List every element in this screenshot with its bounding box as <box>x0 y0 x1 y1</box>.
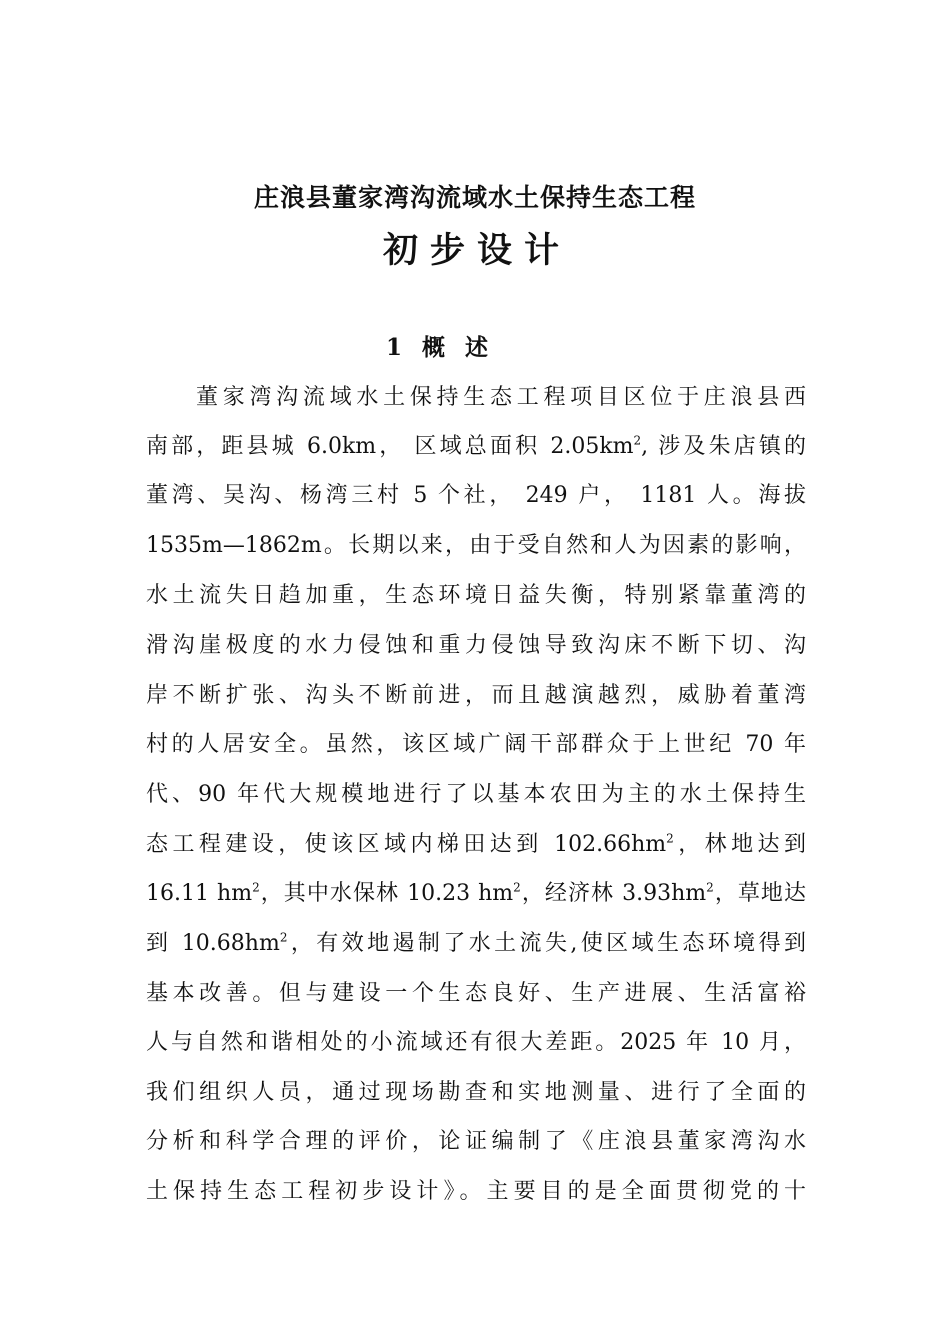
document-title: 庄浪县董家湾沟流域水土保持生态工程 <box>253 183 696 212</box>
paragraph-line: 岸不断扩张、沟头不断前进，而且越演越烈，威胁着董湾 <box>146 683 806 708</box>
paragraph-line: 董湾、吴沟、杨湾三村 5 个社， 249 户， 1181 人。海拔 <box>146 483 806 508</box>
paragraph-line: 董家湾沟流域水土保持生态工程项目区位于庄浪县西 <box>196 385 806 410</box>
paragraph-line: 我们组织人员，通过现场勘查和实地测量、进行了全面的 <box>146 1080 806 1105</box>
paragraph-line: 水土流失日趋加重，生态环境日益失衡，特别紧靠董湾的 <box>146 583 806 608</box>
paragraph-line: 1535m—1862m。长期以来，由于受自然和人为因素的影响， <box>146 533 806 558</box>
paragraph-line: 南部，距县城 6.0km， 区域总面积 $2.05km^2$, 涉及朱店镇的 <box>146 433 806 459</box>
paragraph-line: 人与自然和谐相处的小流域还有很大差距。2025 年 10 月， <box>146 1030 806 1055</box>
paragraph-line: 态工程建设，使该区域内梯田达到 $102.66hm^2$，林地达到 <box>146 831 806 857</box>
paragraph-line: 代、90 年代大规模地进行了以基本农田为主的水土保持生 <box>146 782 806 807</box>
section-heading: 1 概 述 <box>385 334 495 361</box>
paragraph-line: 分析和科学合理的评价，论证编制了《庄浪县董家湾沟水 <box>146 1129 806 1154</box>
superscript-2: 2 <box>633 433 642 448</box>
superscript-2: 2 <box>513 880 521 895</box>
paragraph-line: 基本改善。但与建设一个生态良好、生产进展、生活富裕 <box>146 981 806 1006</box>
superscript-2: 2 <box>666 831 674 846</box>
superscript-2: 2 <box>706 880 714 895</box>
paragraph-line: 16.11 $hm^2$，其中水保林 10.23 $hm^2$，经济林 $3.93hm^2$，草地达 <box>146 880 806 906</box>
paragraph-line: 土保持生态工程初步设计》。主要目的是全面贯彻党的十 <box>146 1179 806 1204</box>
superscript-2: 2 <box>252 880 260 895</box>
paragraph-line: 到 $10.68hm^2$，有效地遏制了水土流失,使区域生态环境得到 <box>146 930 806 956</box>
paragraph-line: 滑沟崖极度的水力侵蚀和重力侵蚀导致沟床不断下切、沟 <box>146 633 806 658</box>
document-subtitle: 初步设计 <box>382 230 571 271</box>
superscript-2: 2 <box>279 930 288 945</box>
paragraph-line: 村的人居安全。虽然，该区域广阔干部群众于上世纪 70 年 <box>146 732 806 757</box>
